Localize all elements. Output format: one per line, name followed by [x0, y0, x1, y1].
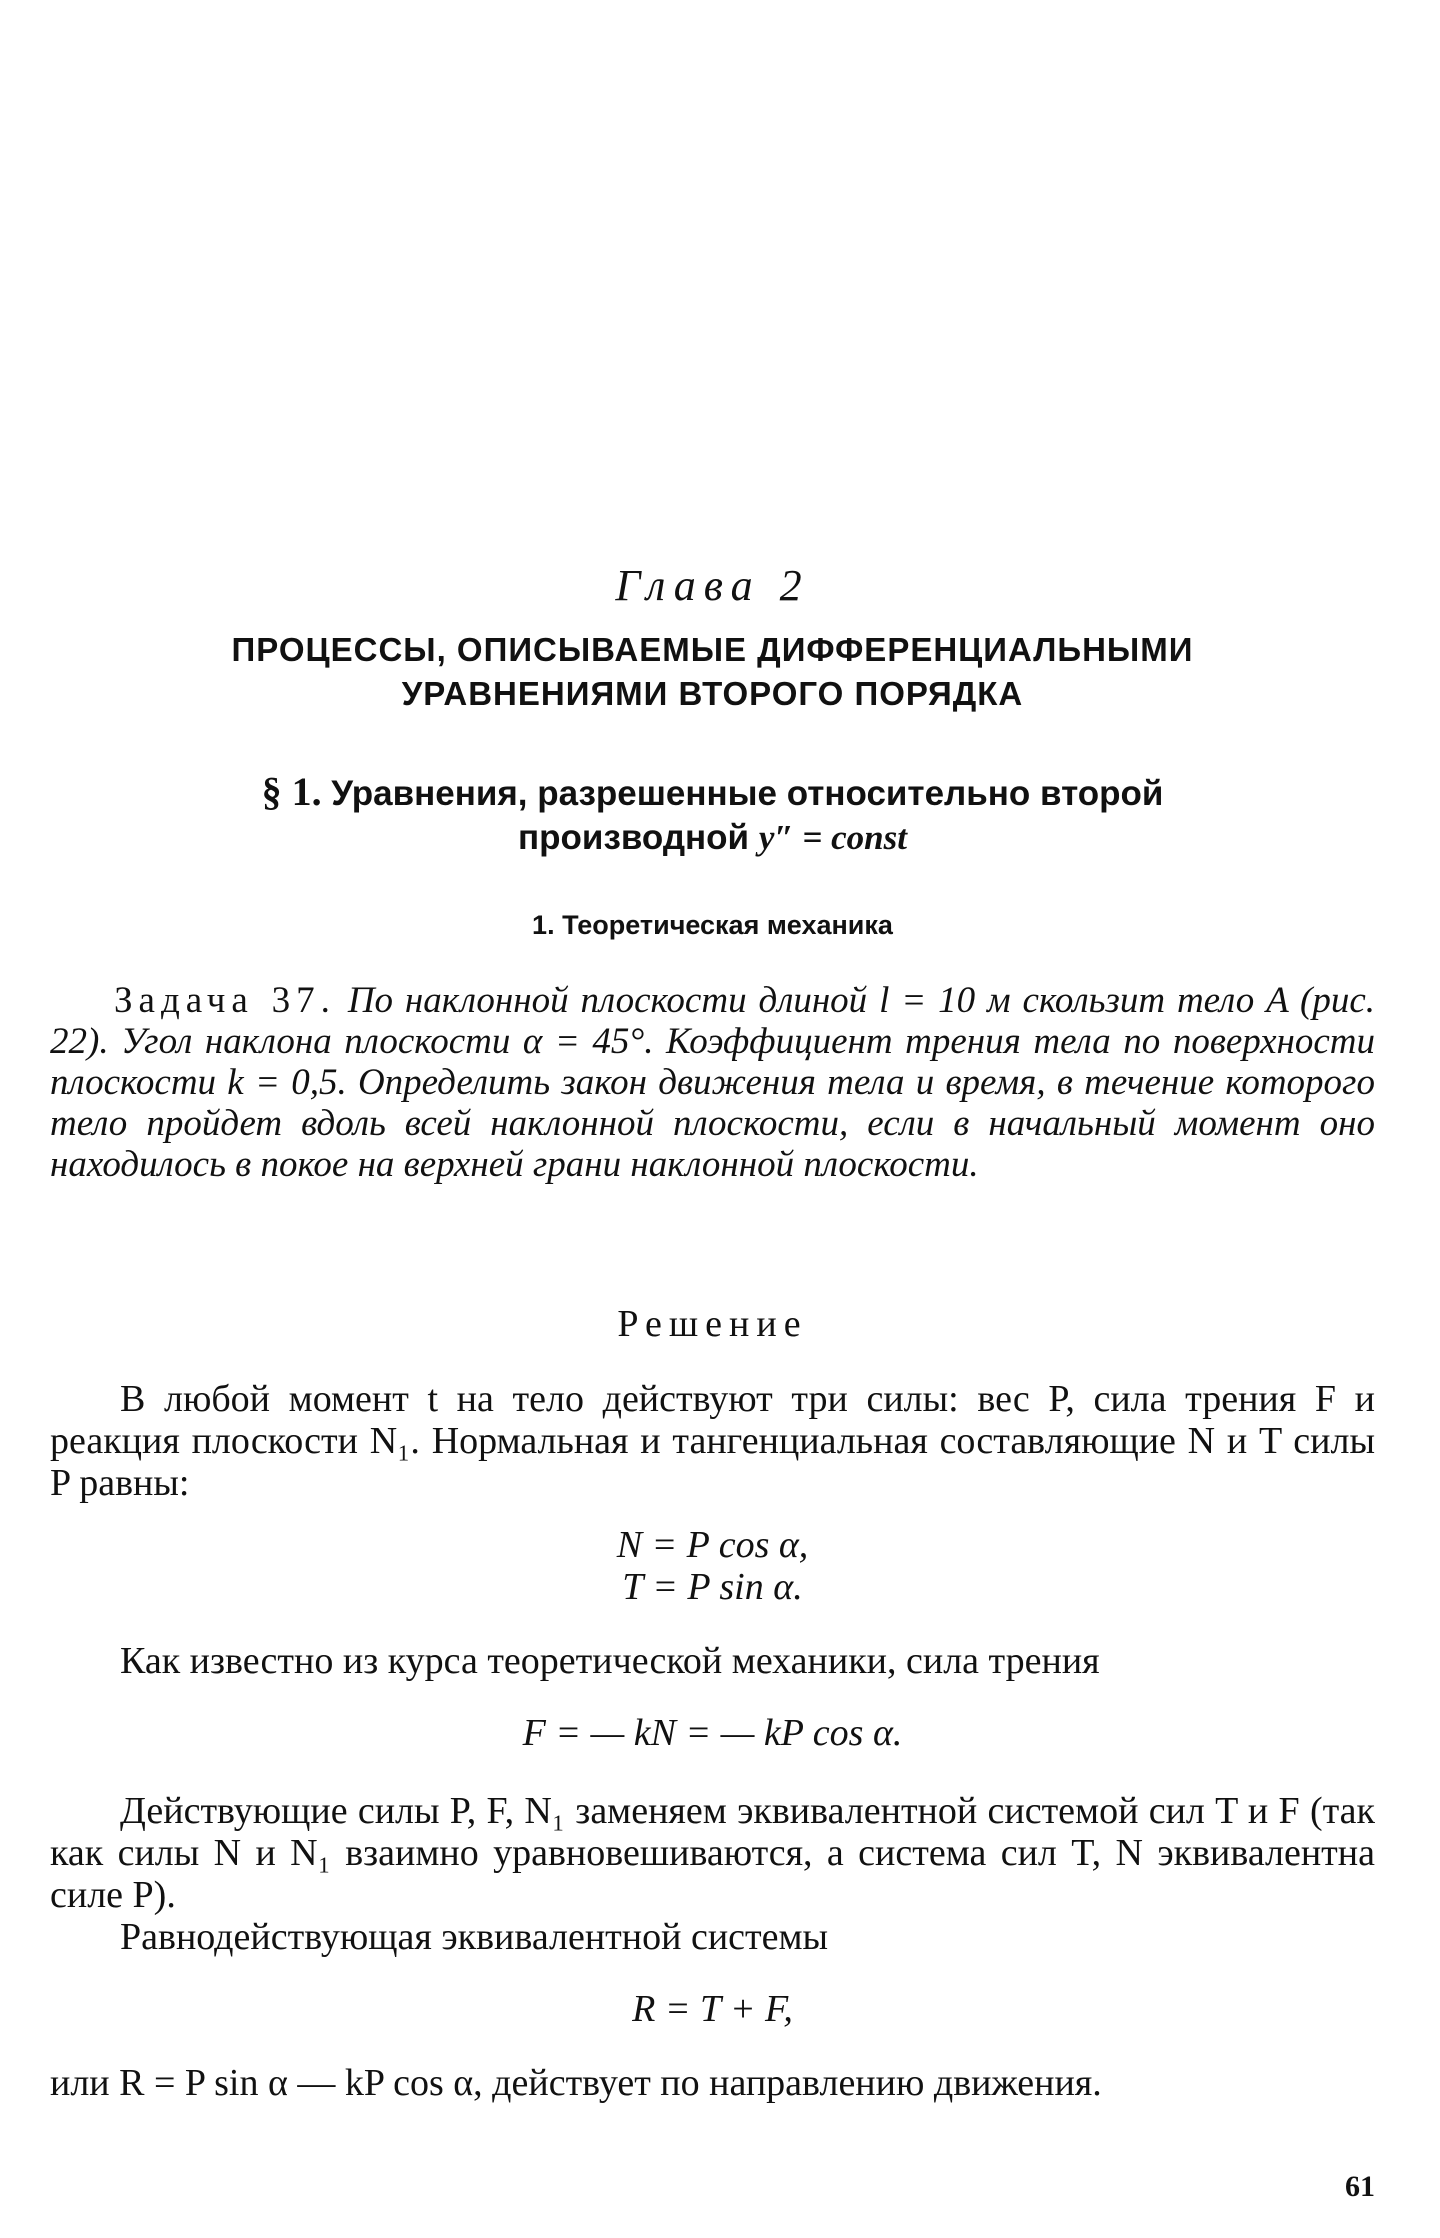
solution-paragraph-1: В любой момент t на тело действуют три силы: вес P, сила трения F и реакция плоскости N₁. Нормальная и тангенциальная составляющие N и T силы P равны:: [50, 1378, 1375, 1504]
chapter-title-line2: УРАВНЕНИЯМИ ВТОРОГО ПОРЯДКА: [401, 675, 1024, 712]
problem-statement: [50, 980, 1375, 1185]
formula-tangential-force: T = P sin α.: [622, 1566, 803, 1608]
solution-paragraph-3: Действующие силы P, F, N₁ заменяем эквивалентной системой сил T и F (так как силы N и N₁ взаимно уравновешиваются, а система сил T, N эквивалентна силе P).: [50, 1790, 1375, 1916]
formula-resultant: R = T + F,: [632, 1988, 793, 2030]
chapter-title-line1: ПРОЦЕССЫ, ОПИСЫВАЕМЫЕ ДИФФЕРЕНЦИАЛЬНЫМИ: [231, 631, 1194, 668]
solution-paragraph-4: Равнодействующая эквивалентной системы: [120, 1916, 829, 1958]
section-title-formula: y″ = const: [758, 818, 907, 857]
solution-paragraph-2: Как известно из курса теоретической механики, сила трения: [120, 1640, 1100, 1682]
book-page: [50, 0, 1375, 2238]
subsection-title: 1. Теоретическая механика: [532, 910, 893, 940]
section-title: [50, 770, 1375, 860]
solution-paragraph-5: или R = P sin α — kP cos α, действует по направлению движения.: [50, 2062, 1102, 2104]
section-title-prefix: производной: [518, 818, 750, 857]
problem-label: Задача 37.: [114, 980, 336, 1021]
chapter-title: [50, 628, 1375, 716]
section-title-text: Уравнения, разрешенные относительно второй: [331, 774, 1164, 813]
formula-friction: F = — kN = — kP cos α.: [522, 1712, 903, 1754]
page-number: 61: [1345, 2170, 1375, 2203]
formula-normal-force: N = P cos α,: [616, 1524, 809, 1566]
chapter-label: Глава 2: [615, 561, 810, 610]
solution-heading: Решение: [617, 1303, 808, 1345]
section-title-line2: [50, 816, 1375, 860]
section-title-line1: [50, 770, 1375, 816]
section-mark: § 1.: [261, 769, 322, 814]
problem-text: По наклонной плоскости длиной l = 10 м скользит тело A (рис. 22). Угол наклона плоскости α = 45°. Коэффициент трения тела по поверхности плоскости k = 0,5. Определить закон движения тела и время, в течение которого тело пройдет вдоль всей наклонной плоскости, если в начальный момент оно находилось в покое на верхней грани наклонной плоскости.: [50, 980, 1375, 1185]
